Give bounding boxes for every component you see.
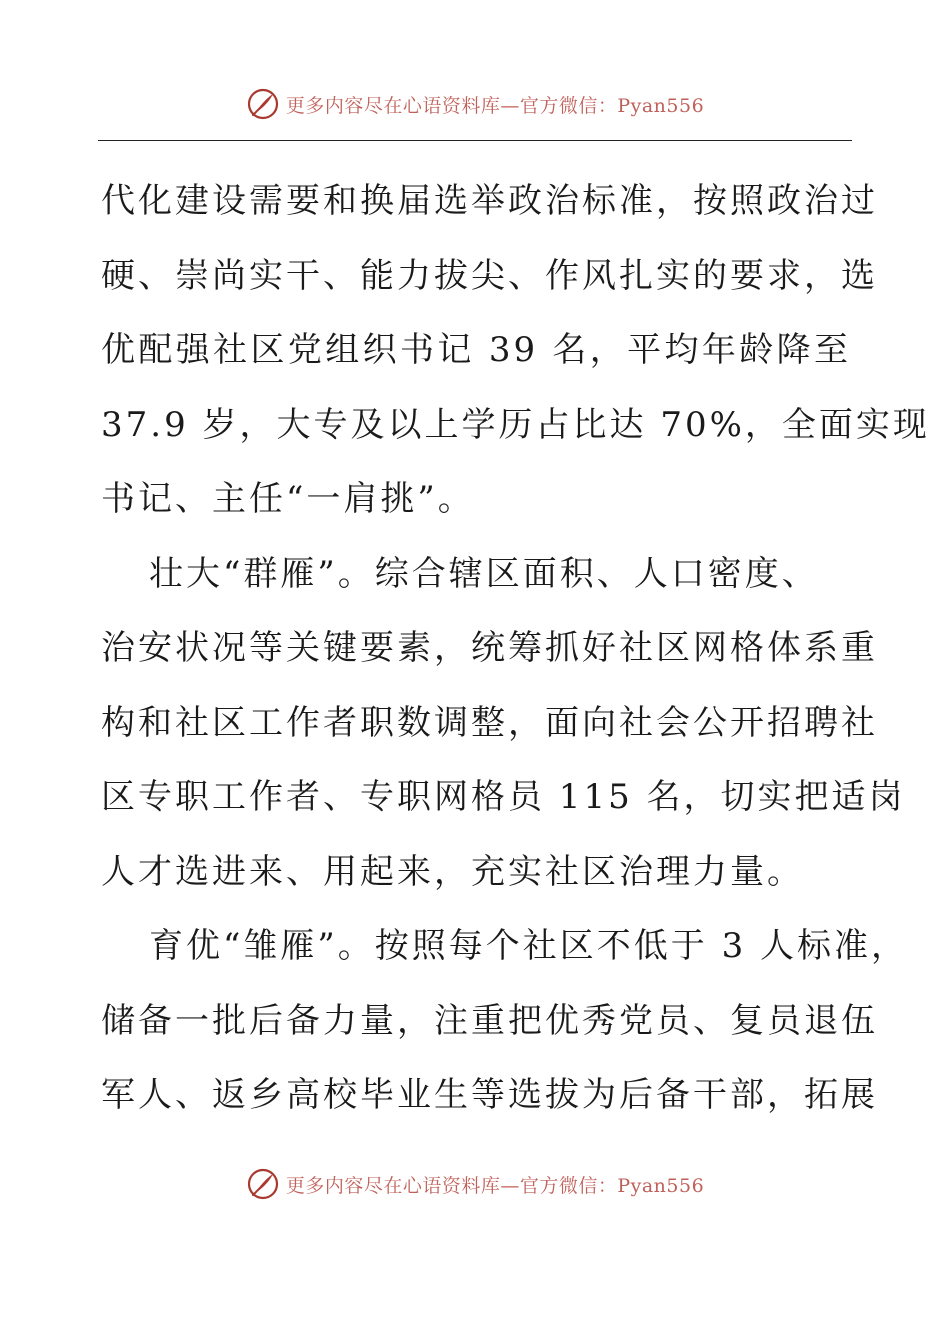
page-footer [0,1164,950,1204]
text-line: 书记、主任“一肩挑”。 [101,479,475,519]
page-header [0,84,950,124]
header-banner-text: 更多内容尽在心语资料库—官方微信：Pyan556 [285,94,705,117]
text-line: 37.9 岁，大专及以上学历占比达 70%，全面实现 [101,404,930,445]
document-body [101,164,930,1133]
text-line: 优配强社区党组织书记 39 名，平均年龄降至 [101,330,851,370]
text-line: 构和社区工作者职数调整，面向社会公开招聘社 [101,702,878,743]
feather-pen-logo-icon [246,87,280,121]
text-line: 育优“雏雁”。按照每个社区不低于 3 人标准， [149,926,909,966]
text-line: 硬、崇尚实干、能力拔尖、作风扎实的要求，选 [101,255,878,296]
feather-pen-logo-icon [246,1167,280,1201]
text-line: 壮大“群雁”。综合辖区面积、人口密度、 [149,553,819,594]
footer-banner-text: 更多内容尽在心语资料库—官方微信：Pyan556 [285,1174,705,1197]
text-line: 军人、返乡高校毕业生等选拔为后备干部，拓展 [101,1075,878,1115]
text-line: 储备一批后备力量，注重把优秀党员、复员退伍 [101,1000,878,1041]
text-line: 治安状况等关键要素，统筹抓好社区网格体系重 [101,628,878,668]
header-divider [98,140,852,141]
text-line: 区专职工作者、专职网格员 115 名，切实把适岗 [101,777,906,817]
text-line: 代化建设需要和换届选举政治标准，按照政治过 [101,181,878,221]
text-line: 人才选进来、用起来，充实社区治理力量。 [101,851,804,892]
